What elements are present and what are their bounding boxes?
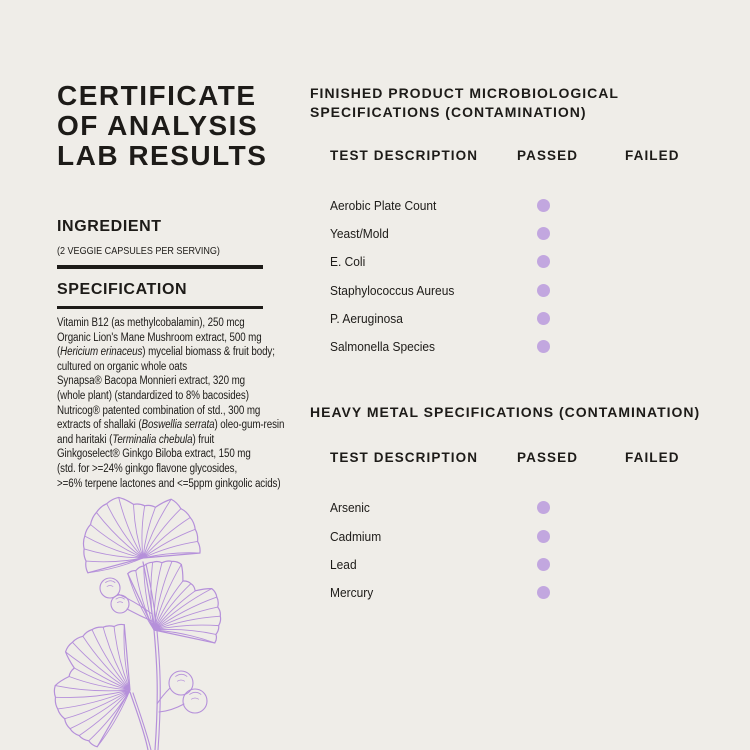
ingredient-section (57, 218, 263, 269)
test-label: Aerobic Plate Count (330, 197, 437, 213)
table-heading-line: HEAVY METAL SPECIFICATIONS (CONTAMINATION) (310, 403, 701, 420)
specification-line: (Hericium erinaceus) mycelial biomass & fruit body; (57, 346, 275, 359)
column-failed: FAILED (625, 449, 680, 465)
table-header-row (310, 450, 748, 465)
passed-dot (537, 284, 550, 297)
test-label: Yeast/Mold (330, 225, 389, 241)
table-heading-line: FINISHED PRODUCT MICROBIOLOGICAL (310, 85, 619, 101)
test-label: Cadmium (330, 528, 382, 544)
passed-dot (537, 227, 550, 240)
test-row (310, 248, 748, 276)
serving-note: (2 VEGGIE CAPSULES PER SERVING) (57, 245, 220, 257)
page-title (57, 81, 267, 171)
page-title-line: LAB RESULTS (57, 140, 268, 171)
test-row (310, 550, 748, 578)
table-heading (310, 84, 748, 122)
table-body (310, 191, 748, 361)
page-title-line: OF ANALYSIS (57, 110, 259, 141)
table-body (310, 494, 748, 607)
specification-heading: SPECIFICATION (57, 281, 188, 298)
test-row (310, 522, 748, 550)
results-table (310, 403, 748, 607)
specification-line: >=6% terpene lactones and <=5ppm ginkgolic acids) (57, 477, 281, 490)
test-row (310, 332, 748, 360)
page-title-line: CERTIFICATE (57, 80, 257, 111)
specification-line: Organic Lion's Mane Mushroom extract, 500 mg (57, 331, 262, 344)
passed-dot (537, 501, 550, 514)
specification-line: (whole plant) (standardized to 8% bacosides) (57, 389, 249, 402)
test-label: E. Coli (330, 254, 366, 270)
table-header-row (310, 148, 748, 163)
specification-line: cultured on organic whole oats (57, 360, 188, 373)
passed-cell (517, 586, 625, 599)
divider-rule (57, 306, 263, 309)
passed-cell (517, 255, 625, 268)
test-row (310, 304, 748, 332)
passed-dot (537, 255, 550, 268)
column-failed: FAILED (625, 148, 680, 163)
column-passed: PASSED (517, 148, 579, 163)
passed-cell (517, 284, 625, 297)
test-row (310, 191, 748, 219)
table-heading-line: SPECIFICATIONS (CONTAMINATION) (310, 104, 587, 120)
column-test-description: TEST DESCRIPTION (330, 148, 479, 163)
passed-dot (537, 199, 550, 212)
test-row (310, 276, 748, 304)
specification-line: Nutricog® patented combination of std., 300 mg (57, 404, 261, 417)
ginkgo-illustration (38, 478, 303, 750)
column-passed: PASSED (517, 449, 579, 465)
test-row (310, 219, 748, 247)
passed-cell (517, 501, 625, 514)
passed-dot (537, 586, 550, 599)
passed-cell (517, 530, 625, 543)
column-test-description: TEST DESCRIPTION (330, 449, 479, 465)
test-row (310, 494, 748, 522)
specification-line: Ginkgoselect® Ginkgo Biloba extract, 150 mg (57, 448, 251, 461)
test-label: Mercury (330, 585, 374, 601)
ingredient-heading: INGREDIENT (57, 218, 162, 235)
results-column (310, 84, 748, 607)
test-label: Lead (330, 557, 357, 573)
results-table (310, 84, 748, 361)
test-label: P. Aeruginosa (330, 310, 403, 326)
divider-rule (57, 265, 263, 269)
passed-cell (517, 199, 625, 212)
specification-line: Vitamin B12 (as methylcobalamin), 250 mcg (57, 317, 245, 329)
passed-dot (537, 558, 550, 571)
passed-dot (537, 312, 550, 325)
specification-line: (std. for >=24% ginkgo flavone glycosides, (57, 462, 238, 475)
test-label: Arsenic (330, 500, 370, 516)
passed-cell (517, 558, 625, 571)
specification-section (57, 281, 327, 491)
passed-dot (537, 340, 550, 353)
specification-line: extracts of shallaki (Boswellia serrata) oleo-gum-resin (57, 419, 285, 432)
test-row (310, 579, 748, 607)
specification-text (57, 316, 293, 491)
passed-cell (517, 340, 625, 353)
table-heading (310, 403, 748, 422)
test-label: Staphylococcus Aureus (330, 282, 455, 298)
test-label: Salmonella Species (330, 339, 436, 355)
passed-dot (537, 530, 550, 543)
passed-cell (517, 312, 625, 325)
specification-line: Synapsa® Bacopa Monnieri extract, 320 mg (57, 375, 246, 388)
specification-line: and haritaki (Terminalia chebula) fruit (57, 433, 215, 446)
passed-cell (517, 227, 625, 240)
